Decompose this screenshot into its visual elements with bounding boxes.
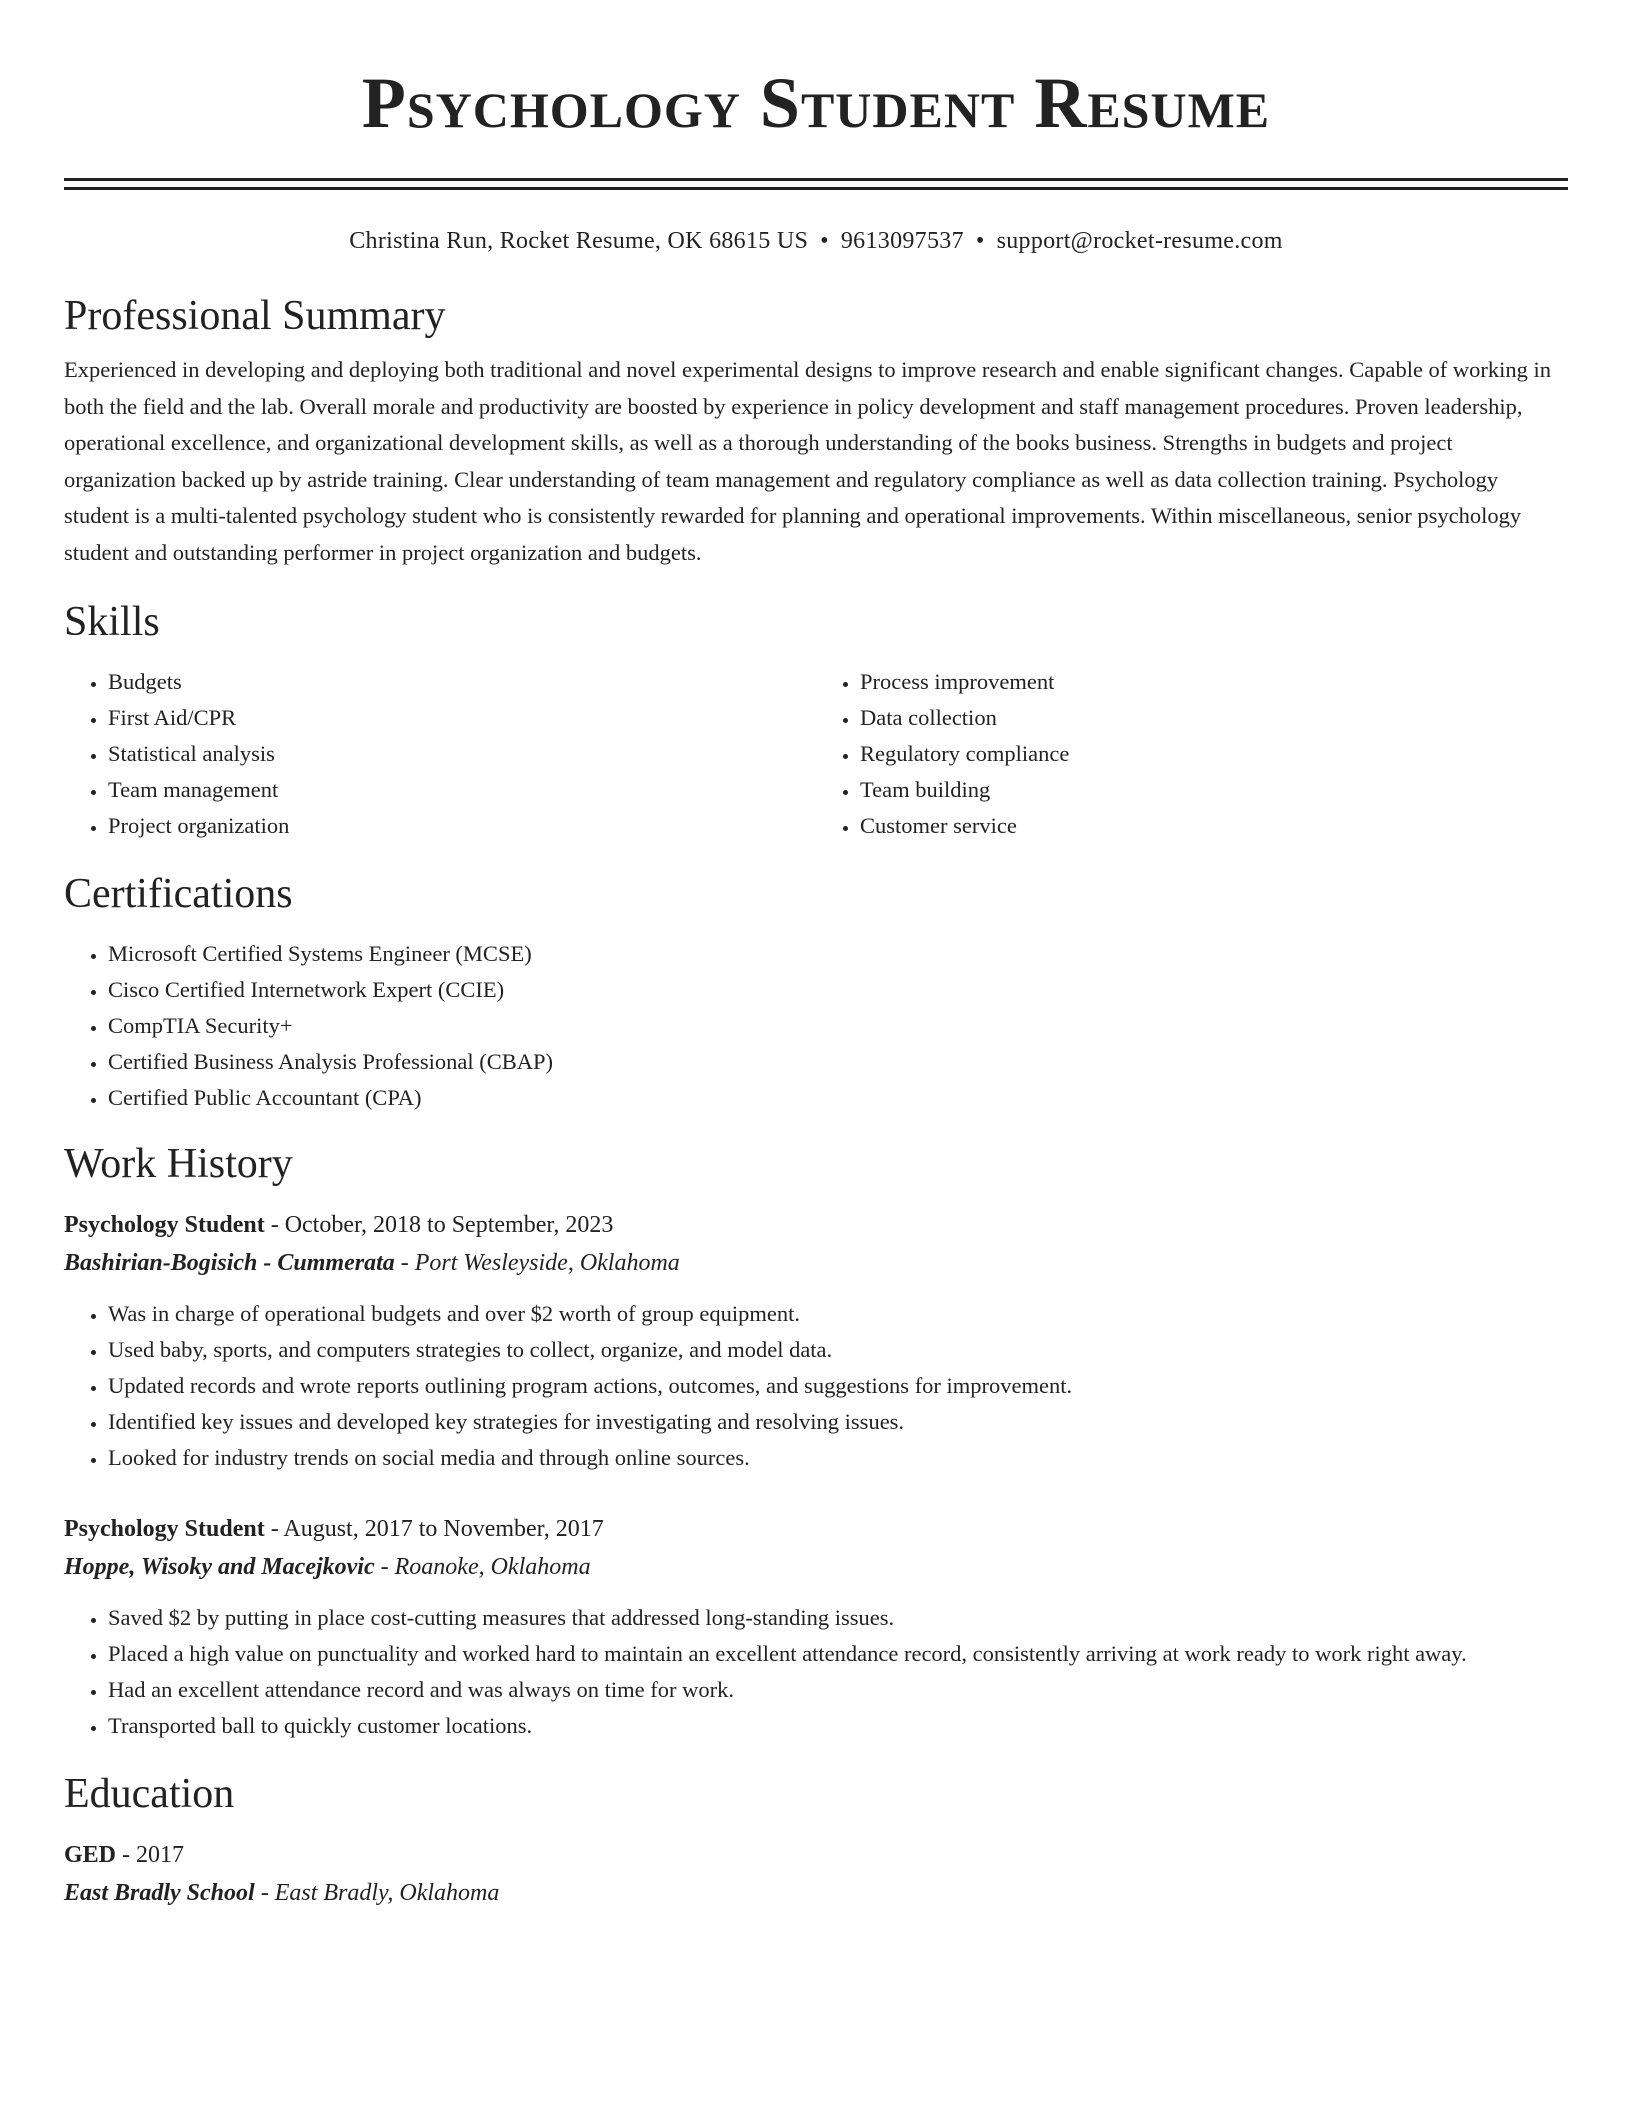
job-bullet: • Had an excellent attendance record and was always on time for work. [108,1672,1568,1708]
job-entry [64,1206,1568,1476]
title-divider-bottom [64,187,1568,190]
job-bullet: • Saved $2 by putting in place cost-cutting measures that addressed long-standing issues. [108,1600,1568,1636]
resume-title: Psychology Student Resume [361,63,1271,143]
job-bullet: • Looked for industry trends on social media and through online sources. [108,1440,1568,1476]
job-dates: - August, 2017 to November, 2017 [264,1515,604,1542]
education-heading: Education [64,1770,235,1817]
skill-item: • Process improvement [860,664,1568,700]
education-entry [64,1836,1568,1912]
education-location: - East Bradly, Oklahoma [254,1879,500,1906]
contact-separator: • [820,228,829,254]
job-bullet: • Was in charge of operational budgets and over $2 worth of group equipment. [108,1296,1568,1332]
skill-item: • Project organization [108,808,816,844]
education-school-line [64,1874,1568,1912]
job-bullets [64,1296,1568,1476]
job-title: Psychology Student [64,1515,265,1542]
job-company: Bashirian-Bogisich - Cummerata [64,1249,395,1276]
job-title-line [64,1510,1568,1548]
job-bullet: • Identified key issues and developed key strategies for investigating and resolving issues. [108,1404,1568,1440]
work-history-heading: Work History [64,1140,293,1187]
contact-separator: • [975,228,985,254]
skill-item: • Data collection [860,700,1568,736]
job-company-line [64,1548,1568,1586]
education-degree: GED [64,1841,117,1868]
skills-heading: Skills [64,598,160,645]
job-dates: - October, 2018 to September, 2023 [264,1211,614,1238]
title-divider-top [64,178,1568,181]
education-year: - 2017 [116,1841,185,1868]
job-entry [64,1510,1568,1744]
certification-item: • Cisco Certified Internetwork Expert (CCIE) [108,972,1568,1008]
job-bullet: • Updated records and wrote reports outlining program actions, outcomes, and suggestions for improvement. [108,1368,1568,1404]
summary-heading: Professional Summary [64,293,446,339]
certifications-list [64,936,1568,1116]
job-bullet: • Placed a high value on punctuality and worked hard to maintain an excellent attendance record, consistently arriving at work ready to work right away. [108,1636,1568,1672]
certification-item: • Certified Business Analysis Professional (CBAP) [108,1044,1568,1080]
job-company: Hoppe, Wisoky and Macejkovic [64,1553,375,1580]
education-school: East Bradly School [64,1879,255,1906]
job-title-line [64,1206,1568,1244]
skill-item: • Customer service [860,808,1568,844]
job-title: Psychology Student [64,1211,265,1238]
skill-item: • Team management [108,772,816,808]
contact-address: Christina Run, Rocket Resume, OK 68615 US [349,228,809,254]
certification-item: • Certified Public Accountant (CPA) [108,1080,1568,1116]
skills-columns [64,664,1568,844]
job-location: - Roanoke, Oklahoma [374,1553,591,1580]
skill-item: • Statistical analysis [108,736,816,772]
job-company-line [64,1244,1568,1282]
contact-line [64,226,1568,256]
job-location: - Port Wesleyside, Oklahoma [394,1249,680,1276]
education-degree-line [64,1836,1568,1874]
certification-item: • Microsoft Certified Systems Engineer (MCSE) [108,936,1568,972]
job-bullets [64,1600,1568,1744]
job-bullet: • Used baby, sports, and computers strategies to collect, organize, and model data. [108,1332,1568,1368]
certifications-heading: Certifications [64,870,293,917]
summary-text: Experienced in developing and deploying both traditional and novel experimental designs to improve research and enable significant changes. Capable of working in both the field and the lab. Overall morale and productivity are boosted by experience in policy development and staff management procedures. Proven leadership, operational excellence, and organizational development skills, as well as a thorough understanding of the books business. Strengths in budgets and project organization backed up by astride training. Clear understanding of team management and regulatory compliance as well as data collection training. Psychology student is a multi-talented psychology student who is consistently rewarded for planning and operational improvements. Within miscellaneous, senior psychology student and outstanding performer in project organization and budgets. [64,357,1552,565]
contact-phone: 9613097537 [840,228,964,254]
skill-item: • Team building [860,772,1568,808]
skills-list-right [816,664,1568,844]
contact-email[interactable]: support@rocket-resume.com [996,228,1283,254]
job-bullet: • Transported ball to quickly customer locations. [108,1708,1568,1744]
skill-item: • First Aid/CPR [108,700,816,736]
skill-item: • Regulatory compliance [860,736,1568,772]
certification-item: • CompTIA Security+ [108,1008,1568,1044]
skills-list-left [64,664,816,844]
skill-item: • Budgets [108,664,816,700]
